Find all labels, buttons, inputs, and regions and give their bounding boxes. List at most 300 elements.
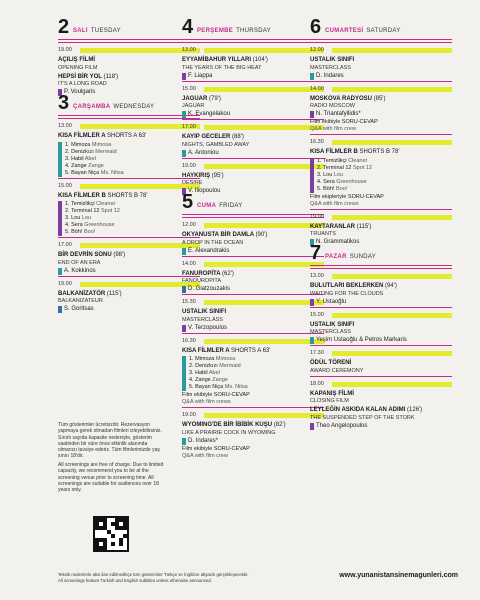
- day-header: [310, 16, 452, 40]
- divider: [182, 217, 324, 218]
- film-title-tr: FANUROPİTA: [182, 270, 221, 277]
- qa-tr: Film ekibiyle SORU-CEVAP: [182, 392, 250, 398]
- short-film-tr: 2. Terminal 12: [65, 208, 100, 214]
- divider: [310, 42, 452, 43]
- day-name-en: TUESDAY: [90, 28, 121, 34]
- director: [310, 239, 452, 246]
- film-title: [182, 232, 324, 240]
- showtime-label: 15.30: [182, 299, 196, 305]
- film-title-en: A DROP IN THE OCEAN: [182, 239, 244, 246]
- short-film-en: Spot 12: [352, 164, 372, 171]
- showtime-label: 13.00: [58, 123, 72, 129]
- director: [58, 89, 200, 96]
- qa-note: [182, 446, 324, 460]
- divider: [310, 209, 452, 210]
- short-film-item: [317, 186, 452, 193]
- director-marker: [182, 286, 186, 293]
- divider: [310, 268, 452, 269]
- day-name-tr: ÇARŞAMBA: [73, 104, 111, 110]
- film-title-tr: ÖDÜL TÖRENİ: [310, 360, 352, 366]
- film-duration: (85'): [373, 95, 386, 102]
- divider: [310, 307, 452, 308]
- qa-tr: Film ekibiyle SORU-CEVAP: [310, 119, 378, 125]
- film-title-en: TRUANTS: [310, 231, 336, 237]
- short-film-item: [317, 165, 452, 172]
- showtime-label: 13.00: [182, 47, 196, 53]
- short-film-en: Greenhouse: [84, 222, 115, 228]
- showtime-label: 16.30: [182, 337, 196, 344]
- showtime: [182, 298, 324, 307]
- divider: [58, 118, 200, 119]
- film-title-en: OPENING FILM: [58, 64, 98, 71]
- film-entry: [58, 193, 200, 201]
- showtime-label: 17.30: [310, 350, 324, 356]
- film-entry: [182, 134, 324, 149]
- film-title-en: NIGHTS, GAMBLED AWAY: [182, 141, 250, 148]
- qa-tr: Film ekibiyle SORU-CEVAP: [182, 445, 250, 452]
- showtime-bar: [204, 164, 324, 169]
- film-title-tr: USTALIK SINIFI: [310, 321, 355, 328]
- short-film-item: [189, 377, 324, 384]
- film-title: [182, 96, 324, 104]
- short-film-item: [65, 149, 200, 156]
- film-duration: (79'): [209, 95, 221, 102]
- day-name-en: THURSDAY: [236, 28, 272, 34]
- director: [182, 438, 324, 445]
- short-film-item: [317, 179, 452, 186]
- director: [310, 337, 452, 344]
- film-title-tr: MOSKOVA RADYOSU: [310, 95, 373, 102]
- qa-en: Q&A with film crews: [310, 200, 359, 207]
- short-film-tr: 2. Denizkızı: [189, 363, 218, 369]
- director-name: A. Kokkinos: [64, 267, 96, 274]
- short-film-item: [65, 163, 200, 170]
- film-title: [58, 74, 200, 82]
- film-duration: SHORTS B 78': [359, 149, 400, 155]
- short-film-en: Boo!: [335, 185, 348, 192]
- short-film-en: Lou: [333, 171, 344, 178]
- showtime-bar: [332, 87, 452, 92]
- director: [182, 325, 324, 332]
- film-duration: (104'): [252, 57, 268, 63]
- showtime-bar: [204, 223, 324, 228]
- showtime: [182, 123, 324, 132]
- divider: [182, 81, 324, 82]
- short-film-en: Ms. Nitsa: [224, 384, 248, 390]
- day-number: 2: [58, 16, 70, 38]
- film-title-en: LIKE A PRAIRIE COCK IN WYOMING: [182, 429, 276, 436]
- film-entry: [58, 291, 200, 306]
- director-marker: [182, 248, 186, 255]
- short-film-item: [65, 201, 200, 208]
- showtime: [310, 138, 452, 147]
- short-film-en: Mimosa: [215, 356, 236, 362]
- film-title: [58, 133, 200, 141]
- divider: [182, 407, 324, 408]
- showtime-label: 17.00: [182, 124, 196, 130]
- short-film-tr: 4. Zange: [189, 377, 211, 383]
- divider: [182, 119, 324, 120]
- director-marker: [182, 438, 186, 445]
- film-entry: [310, 360, 452, 375]
- qa-note: [182, 392, 324, 406]
- showtime: [310, 349, 452, 358]
- showtime-label: 15.00: [310, 311, 324, 318]
- short-film-en: Ms. Nitsa: [100, 169, 124, 176]
- day-name: [325, 28, 401, 34]
- qr-code-icon: [95, 518, 127, 550]
- day-name-en: FRIDAY: [219, 203, 243, 209]
- film-title-tr: BİR DEVRİN SONU: [58, 252, 112, 258]
- director-marker: [182, 150, 186, 157]
- short-film-tr: 1. Mimoza: [189, 356, 215, 362]
- short-film-tr: 5. Böh!: [317, 185, 335, 192]
- showtime-label: 12.00: [182, 222, 196, 228]
- film-entry: [182, 422, 324, 437]
- shorts-list: [58, 201, 200, 236]
- film-title-en: AWARD CEREMONY: [310, 367, 364, 374]
- showtime-label: 13.00: [310, 273, 324, 279]
- divider: [182, 333, 324, 334]
- showtime-bar: [332, 382, 452, 387]
- short-film-en: Mimosa: [91, 141, 112, 148]
- short-film-item: [189, 370, 324, 377]
- short-film-tr: 3. Lou: [317, 171, 333, 178]
- showtime: [182, 221, 324, 230]
- film-title: [182, 422, 324, 430]
- showtime: [310, 85, 452, 94]
- showtime-label: 19.00: [310, 213, 324, 220]
- director-marker: [182, 111, 186, 118]
- short-film-tr: 2. Denizkızı: [65, 148, 94, 155]
- director: [182, 111, 324, 118]
- film-title-en: END OF AN ERA: [58, 259, 101, 266]
- film-entry: [310, 283, 452, 298]
- short-film-tr: 3. Lou: [65, 215, 81, 221]
- showtime-label: 19.00: [182, 412, 196, 418]
- film-entry: [182, 271, 324, 286]
- short-film-en: Lou: [81, 215, 92, 221]
- showtime: [58, 280, 200, 289]
- director: [58, 268, 200, 275]
- director: [310, 299, 452, 306]
- schedule-column-3: [310, 16, 452, 430]
- film-title-tr: BALKANİZATÖR: [58, 290, 106, 297]
- film-entry: [310, 149, 452, 157]
- film-title-en: BALKANIZATEUR: [58, 298, 103, 304]
- film-duration: SHORTS A 63': [107, 133, 147, 139]
- director: [182, 188, 324, 195]
- day-name: [73, 28, 121, 34]
- film-title-en: DESIRE: [182, 180, 203, 186]
- showtime: [58, 182, 200, 191]
- director-name: S. Goritsas: [64, 306, 94, 312]
- showtime: [58, 122, 200, 131]
- short-film-en: Zange: [212, 377, 228, 383]
- film-duration: (98'): [113, 252, 126, 258]
- film-duration: (115'): [106, 290, 122, 297]
- showtime-bar: [332, 351, 452, 356]
- footer-turkish: Teknik nedenlerle aksi ilan edilmedikçe tüm gösterimler Türkçe ve İngilizce altyazılı gerçekleşecektir.: [58, 572, 249, 577]
- day-number: 6: [310, 16, 322, 38]
- short-film-en: Spot 12: [100, 208, 120, 214]
- film-title-tr: AÇILIŞ FİLMİ: [58, 57, 95, 63]
- film-title: [182, 57, 324, 65]
- director-marker: [182, 325, 186, 332]
- showtime-label: 15.00: [182, 85, 196, 92]
- short-film-tr: 1. Mimoza: [65, 141, 91, 148]
- film-entry: [310, 57, 452, 72]
- day-name: [73, 104, 154, 110]
- day-name-tr: CUMARTESİ: [325, 28, 364, 34]
- divider: [310, 345, 452, 346]
- qa-note: [310, 119, 452, 133]
- day-name-tr: CUMA: [197, 203, 217, 209]
- short-film-item: [317, 158, 452, 165]
- film-title: [58, 252, 200, 260]
- short-film-tr: 4. Sera: [317, 178, 335, 185]
- director-marker: [310, 111, 314, 118]
- day-number: 7: [310, 242, 322, 264]
- showtime: [58, 46, 200, 55]
- showtime: [182, 337, 324, 346]
- short-film-tr: 5. Böh!: [65, 229, 83, 235]
- day-number: 3: [58, 92, 70, 114]
- short-film-tr: 1. Temizlikçi: [65, 201, 95, 207]
- showtime: [310, 272, 452, 281]
- showtime-bar: [332, 215, 452, 220]
- day-name: [197, 28, 271, 34]
- showtime-bar: [332, 48, 452, 53]
- short-film-tr: 2. Terminal 12: [317, 164, 352, 171]
- film-title: [310, 96, 452, 104]
- film-title-tr: KISA FİLMLER A: [58, 133, 106, 139]
- film-duration: (118'): [103, 73, 119, 80]
- film-title: [310, 391, 452, 399]
- film-entry: [182, 348, 324, 356]
- director-name: D. Indares*: [188, 437, 219, 444]
- divider: [182, 158, 324, 159]
- short-film-en: Abel: [84, 155, 96, 162]
- film-title-tr: BULUTLARI BEKLERKEN: [310, 283, 384, 289]
- film-title-tr: HAYKIRIŞ: [182, 172, 211, 179]
- director: [182, 73, 324, 80]
- divider: [182, 294, 324, 295]
- film-entry: [58, 57, 200, 72]
- showtime: [310, 213, 452, 222]
- film-title: [182, 309, 324, 317]
- day-header: [58, 16, 200, 40]
- film-duration: (126'): [407, 407, 423, 413]
- director-name: Yeşim Ustaoğlu & Petros Markaris: [316, 337, 407, 343]
- divider: [310, 81, 452, 82]
- film-entry: [58, 133, 200, 141]
- day-header: [182, 16, 324, 40]
- film-title: [58, 193, 200, 201]
- divider: [310, 376, 452, 377]
- film-title-en: THE YEARS OF THE BIG HEAT: [182, 64, 262, 71]
- director-name: A. Antoniou: [188, 149, 219, 156]
- director-marker: [58, 268, 62, 275]
- director: [182, 150, 324, 157]
- shorts-list: [182, 356, 324, 391]
- director-name: E. Alexandrakis: [188, 247, 230, 254]
- director: [310, 423, 452, 430]
- showtime-label: 17.00: [58, 242, 72, 248]
- film-title: [310, 322, 452, 330]
- showtime-bar: [204, 48, 324, 53]
- director: [182, 286, 324, 293]
- schedule-column-2: [182, 16, 324, 460]
- showtime-bar: [332, 140, 452, 145]
- short-film-item: [65, 170, 200, 177]
- short-film-item: [189, 363, 324, 370]
- short-film-item: [65, 215, 200, 222]
- short-film-tr: 4. Sera: [65, 222, 83, 228]
- showtime: [182, 411, 324, 420]
- film-title-en: FANOUROPITA: [182, 278, 222, 284]
- film-duration: (95'): [211, 172, 224, 179]
- showtime: [182, 85, 324, 94]
- short-film-tr: 4. Zange: [65, 162, 87, 169]
- film-title-tr: USTALIK SINIFI: [182, 309, 227, 315]
- film-title-en: IT'S A LONG ROAD: [58, 81, 107, 87]
- short-film-item: [317, 172, 452, 179]
- director-name: F. Liappa: [188, 72, 213, 79]
- showtime-label: 19.00: [58, 280, 72, 287]
- showtime-bar: [204, 262, 324, 267]
- short-film-item: [65, 208, 200, 215]
- film-entry: [58, 252, 200, 267]
- film-duration: (115'): [356, 223, 372, 230]
- short-film-en: Mermaid: [95, 148, 117, 155]
- film-title-tr: KAYTARANLAR: [310, 223, 355, 230]
- film-title-en: MASTERCLASS: [182, 316, 223, 323]
- film-entry: [182, 173, 324, 188]
- director: [58, 306, 200, 313]
- director-name: P. Voulgaris: [64, 89, 96, 95]
- film-title-tr: HEPSİ BİR YOL: [58, 73, 102, 80]
- divider: [58, 237, 200, 238]
- showtime: [58, 241, 200, 250]
- director-name: K. Evangelakou: [188, 111, 231, 117]
- note-turkish: Tüm gösterimler ücretsizdir. Rezervasyon yapmaya gerek olmadan filmleri izleyebilirsiniz. Sınırlı sayıda kapasite nedeniyle, gösterim saatinden bir süre önce etkinlik alanında olmanızı tavsiye ederiz. Tüm filmlerimizde yaş sınırı 18'dir.: [58, 422, 162, 460]
- short-film-en: Cleaner: [96, 201, 116, 207]
- showtime-label: 14.00: [310, 85, 324, 92]
- short-film-en: Boo!: [83, 229, 96, 235]
- director-marker: [310, 299, 314, 306]
- showtime: [310, 380, 452, 389]
- film-title: [310, 283, 452, 291]
- short-film-tr: 5. Bayan Niça: [189, 384, 224, 390]
- short-film-item: [65, 142, 200, 149]
- showtime-label: 14.00: [182, 260, 196, 267]
- director-marker: [310, 337, 314, 344]
- short-film-en: Mermaid: [219, 363, 241, 369]
- short-film-tr: 3. Habil: [65, 155, 84, 162]
- film-title-en: CLOSING FILM: [310, 398, 349, 404]
- footer-english: All screenings feature Turkish and English subtitles unless otherwise announced.: [58, 577, 212, 583]
- showtime-bar: [204, 87, 324, 92]
- qa-note: [310, 194, 452, 208]
- film-title-tr: LEYLEĞİN ASKIDA KALAN ADIMI: [310, 407, 406, 413]
- short-film-item: [65, 222, 200, 229]
- showtime-bar: [332, 274, 452, 279]
- film-title-en: THE SUSPENDED STEP OF THE STORK: [310, 414, 415, 421]
- film-title-tr: JAGUAR: [182, 95, 208, 102]
- director: [310, 111, 452, 118]
- film-title: [310, 407, 452, 415]
- film-entry: [58, 74, 200, 89]
- film-title-tr: KISA FİLMLER B: [58, 192, 106, 199]
- film-title: [58, 57, 200, 65]
- website-link[interactable]: www.yunanistansinemagunleri.com: [339, 572, 458, 579]
- director-name: V. Iliopoulou: [188, 188, 221, 194]
- short-film-item: [189, 384, 324, 391]
- showtime-label: 18.00: [310, 380, 324, 387]
- short-film-item: [189, 356, 324, 363]
- director-name: Y. Ustaoğlu: [316, 298, 347, 305]
- film-duration: (82'): [273, 422, 286, 428]
- short-film-en: Zange: [88, 162, 104, 169]
- film-entry: [182, 309, 324, 324]
- director-marker: [182, 73, 186, 80]
- director-name: Theo Angelopoulos: [316, 422, 368, 429]
- film-title-tr: KAYIP GECELER: [182, 134, 231, 140]
- showtime-label: 16.30: [310, 139, 324, 145]
- qa-tr: Film ekipleriyle SORU-CEVAP: [310, 193, 384, 200]
- film-entry: [182, 96, 324, 111]
- film-title: [310, 149, 452, 157]
- film-title-tr: KAPANIŞ FİLMİ: [310, 390, 354, 397]
- shorts-list: [310, 158, 452, 193]
- film-title-tr: USTALIK SINIFI: [310, 57, 355, 63]
- director-name: V. Terzopoulos: [188, 324, 228, 331]
- divider: [310, 134, 452, 135]
- film-duration: SHORTS A 63': [231, 347, 271, 354]
- note-english: All screenings are free of charge. Due to limited capacity, we recommend you to be at the screening venue prior to screening time. All screenings are suitable for audiences over 18 years only.: [58, 462, 164, 494]
- short-film-tr: 3. Habil: [189, 370, 208, 376]
- short-film-tr: 1. Temizlikçi: [317, 157, 347, 164]
- film-title: [310, 57, 452, 65]
- film-duration: (62'): [222, 270, 234, 277]
- film-entry: [310, 224, 452, 239]
- day-name-tr: PAZAR: [325, 254, 347, 260]
- day-number: 5: [182, 191, 194, 213]
- director-name: N. Triantafyllidis*: [316, 111, 361, 117]
- short-film-tr: 5. Bayan Niça: [65, 169, 100, 176]
- director: [182, 248, 324, 255]
- shorts-list: [58, 142, 200, 177]
- director-marker: [58, 306, 62, 313]
- short-film-item: [65, 156, 200, 163]
- qa-en: Q&A with film crew: [182, 452, 228, 459]
- showtime: [182, 162, 324, 171]
- film-title-tr: KISA FİLMLER A: [182, 347, 230, 354]
- day-name-tr: PERŞEMBE: [197, 28, 234, 34]
- day-name-en: SATURDAY: [366, 28, 401, 34]
- day-number: 4: [182, 16, 194, 38]
- schedule-column-1: [58, 16, 200, 313]
- film-title-en: WAITING FOR THE CLOUDS: [310, 290, 384, 297]
- showtime-bar: [204, 413, 324, 418]
- showtime-label: 19.00: [182, 162, 196, 169]
- film-entry: [310, 407, 452, 422]
- day-name-tr: SALI: [73, 28, 88, 34]
- showtime-bar: [204, 125, 324, 130]
- showtime: [182, 46, 324, 55]
- director-name: N. Grammatikos: [316, 239, 360, 245]
